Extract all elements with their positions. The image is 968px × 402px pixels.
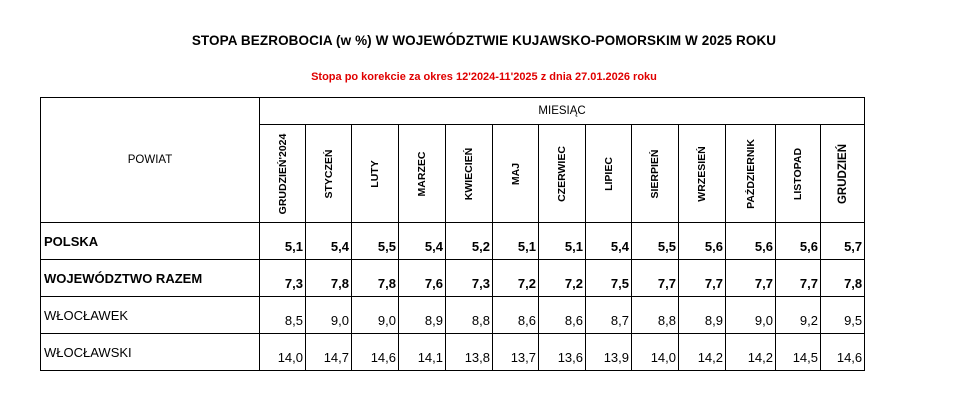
powiat-header: POWIAT <box>41 98 260 223</box>
rate-value-cell: 5,1 <box>260 223 306 260</box>
table-row <box>41 297 865 334</box>
month-label: CZERWIEC <box>556 145 568 202</box>
rate-value-cell: 7,8 <box>306 260 352 297</box>
month-header-cell <box>632 125 679 223</box>
rate-value-cell: 8,8 <box>632 297 679 334</box>
table-row <box>41 260 865 297</box>
month-header-cell <box>446 125 493 223</box>
month-header-cell <box>726 125 776 223</box>
rate-value-cell: 7,7 <box>726 260 776 297</box>
rate-value-cell: 7,7 <box>679 260 726 297</box>
month-label: SIERPIEŃ <box>649 148 661 199</box>
table-row <box>41 223 865 260</box>
rate-value-cell: 8,7 <box>586 297 632 334</box>
rate-value-cell: 7,7 <box>776 260 821 297</box>
rate-value-cell: 5,1 <box>539 223 586 260</box>
month-header-cell <box>306 125 352 223</box>
month-label: MARZEC <box>416 151 428 196</box>
rate-value-cell: 5,5 <box>632 223 679 260</box>
rate-value-cell: 9,0 <box>352 297 399 334</box>
month-header-cell <box>399 125 446 223</box>
rate-value-cell: 5,2 <box>446 223 493 260</box>
rate-value-cell: 14,1 <box>399 334 446 371</box>
table-body <box>41 223 865 371</box>
rate-value-cell: 7,3 <box>446 260 493 297</box>
rate-value-cell: 8,6 <box>493 297 539 334</box>
unemployment-table <box>40 97 865 371</box>
rate-value-cell: 14,7 <box>306 334 352 371</box>
rate-value-cell: 9,0 <box>306 297 352 334</box>
month-header-cell <box>586 125 632 223</box>
rate-value-cell: 14,0 <box>260 334 306 371</box>
rate-value-cell: 7,6 <box>399 260 446 297</box>
rate-value-cell: 14,0 <box>632 334 679 371</box>
rate-value-cell: 8,8 <box>446 297 493 334</box>
rate-value-cell: 5,6 <box>679 223 726 260</box>
rate-value-cell: 14,6 <box>352 334 399 371</box>
rate-value-cell: 8,9 <box>399 297 446 334</box>
rate-value-cell: 8,6 <box>539 297 586 334</box>
rate-value-cell: 5,4 <box>586 223 632 260</box>
month-header-cell <box>539 125 586 223</box>
rate-value-cell: 14,6 <box>821 334 865 371</box>
month-header-cell <box>260 125 306 223</box>
rate-value-cell: 9,5 <box>821 297 865 334</box>
month-header-cell <box>679 125 726 223</box>
powiat-name-cell: WŁOCŁAWSKI <box>41 334 260 371</box>
month-label: LISTOPAD <box>792 147 804 200</box>
rate-value-cell: 5,6 <box>726 223 776 260</box>
rate-value-cell: 7,8 <box>821 260 865 297</box>
month-label: LUTY <box>369 159 381 188</box>
month-label: KWIECIEŃ <box>463 147 475 200</box>
document-subtitle: Stopa po korekcie za okres 12'2024-11'2025 z dnia 27.01.2026 roku <box>311 71 657 83</box>
rate-value-cell: 13,9 <box>586 334 632 371</box>
month-label: MAJ <box>509 162 522 185</box>
rate-value-cell: 9,2 <box>776 297 821 334</box>
powiat-name-cell: WŁOCŁAWEK <box>41 297 260 334</box>
rate-value-cell: 7,7 <box>632 260 679 297</box>
rate-value-cell: 8,5 <box>260 297 306 334</box>
document-title: STOPA BEZROBOCIA (w %) W WOJEWÓDZTWIE KUJAWSKO-POMORSKIM W 2025 ROKU <box>191 33 777 48</box>
rate-value-cell: 14,2 <box>726 334 776 371</box>
month-label: LIPIEC <box>602 156 615 191</box>
rate-value-cell: 9,0 <box>726 297 776 334</box>
rate-value-cell: 5,7 <box>821 223 865 260</box>
rate-value-cell: 7,2 <box>493 260 539 297</box>
month-label: WRZESIEŃ <box>696 145 708 202</box>
rate-value-cell: 7,2 <box>539 260 586 297</box>
table-row <box>41 334 865 371</box>
month-label: GRUDZIEŃ'2024 <box>276 133 289 214</box>
rate-value-cell: 8,9 <box>679 297 726 334</box>
rate-value-cell: 14,2 <box>679 334 726 371</box>
month-header-cell <box>821 125 865 223</box>
rate-value-cell: 5,6 <box>776 223 821 260</box>
month-label: STYCZEŃ <box>322 148 335 199</box>
month-header-cell <box>493 125 539 223</box>
month-label: GRUDZIEŃ <box>836 143 849 204</box>
rate-value-cell: 5,4 <box>306 223 352 260</box>
rate-value-cell: 5,1 <box>493 223 539 260</box>
rate-value-cell: 14,5 <box>776 334 821 371</box>
month-header-cell <box>352 125 399 223</box>
rate-value-cell: 7,8 <box>352 260 399 297</box>
month-header: MIESIĄC <box>260 98 865 125</box>
rate-value-cell: 5,4 <box>399 223 446 260</box>
rate-value-cell: 13,7 <box>493 334 539 371</box>
powiat-name-cell: POLSKA <box>41 223 260 260</box>
rate-value-cell: 13,6 <box>539 334 586 371</box>
rate-value-cell: 7,3 <box>260 260 306 297</box>
rate-value-cell: 5,5 <box>352 223 399 260</box>
month-label: PAŹDZIERNIK <box>744 138 757 209</box>
rate-value-cell: 13,8 <box>446 334 493 371</box>
rate-value-cell: 7,5 <box>586 260 632 297</box>
month-header-cell <box>776 125 821 223</box>
powiat-name-cell: WOJEWÓDZTWO RAZEM <box>41 260 260 297</box>
